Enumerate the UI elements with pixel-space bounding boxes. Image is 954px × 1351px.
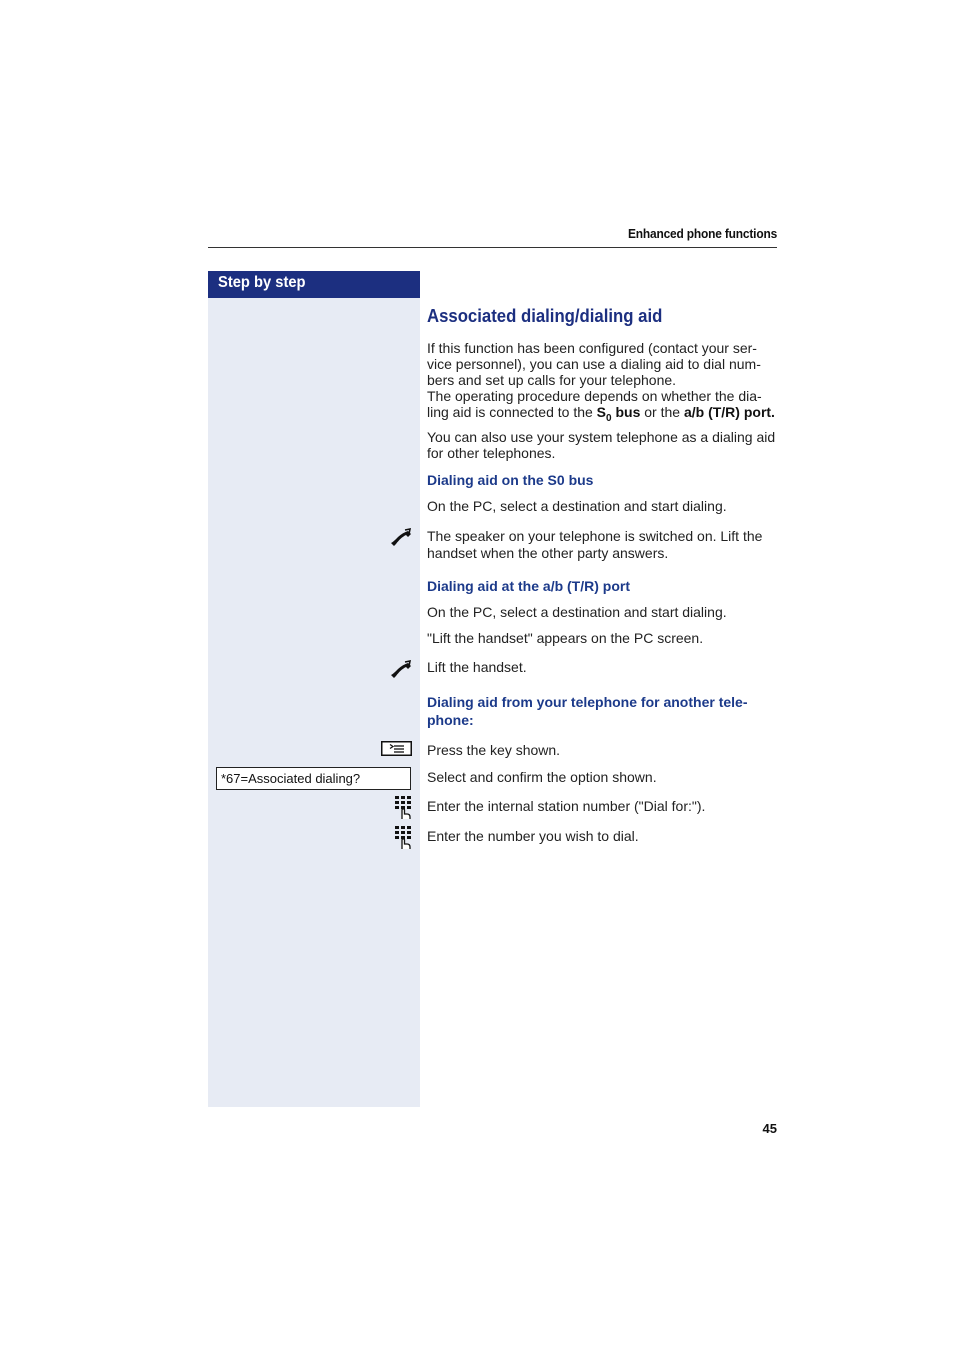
step-select-option: Select and confirm the option shown. [427, 769, 657, 785]
heading-line: Dialing aid from your telephone for another tele- [427, 694, 748, 710]
page-number: 45 [762, 1121, 777, 1136]
handset-lift-icon [388, 527, 414, 549]
s0-subscript: 0 [606, 412, 612, 424]
ab-port-term: a/b (T/R) port. [683, 404, 775, 420]
also-line: for other telephones. [427, 445, 556, 461]
step-enter-internal-number: Enter the internal station number ("Dial for:"). [427, 798, 706, 814]
intro-line [427, 404, 779, 427]
step-lift-handset: Lift the handset. [427, 659, 527, 675]
heading-s0-bus: Dialing aid on the S0 bus [427, 472, 594, 488]
menu-key-icon [381, 741, 412, 756]
display-option-associated-dialing[interactable]: *67=Associated dialing? [216, 767, 411, 790]
keypad-icon [394, 825, 412, 849]
step-by-step-column [208, 271, 420, 1107]
keypad-icon [394, 795, 412, 819]
heading-line: phone: [427, 712, 474, 728]
intro-line: The operating procedure depends on whether the dia- [427, 388, 762, 404]
intro-line: vice personnel), you can use a dialing aid to dial num- [427, 356, 761, 372]
s0-letter: S [596, 404, 607, 420]
step-enter-number: Enter the number you wish to dial. [427, 828, 639, 844]
header-divider [208, 247, 777, 248]
s0-term [596, 404, 641, 424]
step-press-key: Press the key shown. [427, 742, 561, 758]
also-paragraph [427, 429, 779, 461]
step-line: The speaker on your telephone is switched on. Lift the [427, 528, 763, 544]
intro-line: If this function has been configured (contact your ser- [427, 340, 757, 356]
step-pc-select: On the PC, select a destination and start dialing. [427, 604, 727, 620]
step-pc-select: On the PC, select a destination and start dialing. [427, 498, 727, 514]
step-speaker-on [427, 528, 779, 562]
intro-text: ling aid is connected to the [427, 404, 597, 420]
step-screen-message: "Lift the handset" appears on the PC screen. [427, 630, 704, 646]
intro-text: or the [640, 404, 684, 420]
handset-lift-icon [388, 659, 414, 681]
heading-from-telephone [427, 693, 772, 729]
section-title: Enhanced phone functions [627, 226, 777, 241]
intro-line: bers and set up calls for your telephone. [427, 372, 677, 388]
step-line: handset when the other party answers. [427, 545, 669, 561]
heading-ab-port: Dialing aid at the a/b (T/R) port [427, 578, 630, 594]
bus-term: bus [611, 404, 641, 420]
intro-paragraph [427, 340, 779, 427]
step-by-step-title: Step by step [218, 274, 306, 291]
page-title: Associated dialing/dialing aid [427, 306, 663, 326]
also-line: You can also use your system telephone as a dialing aid [427, 429, 776, 445]
